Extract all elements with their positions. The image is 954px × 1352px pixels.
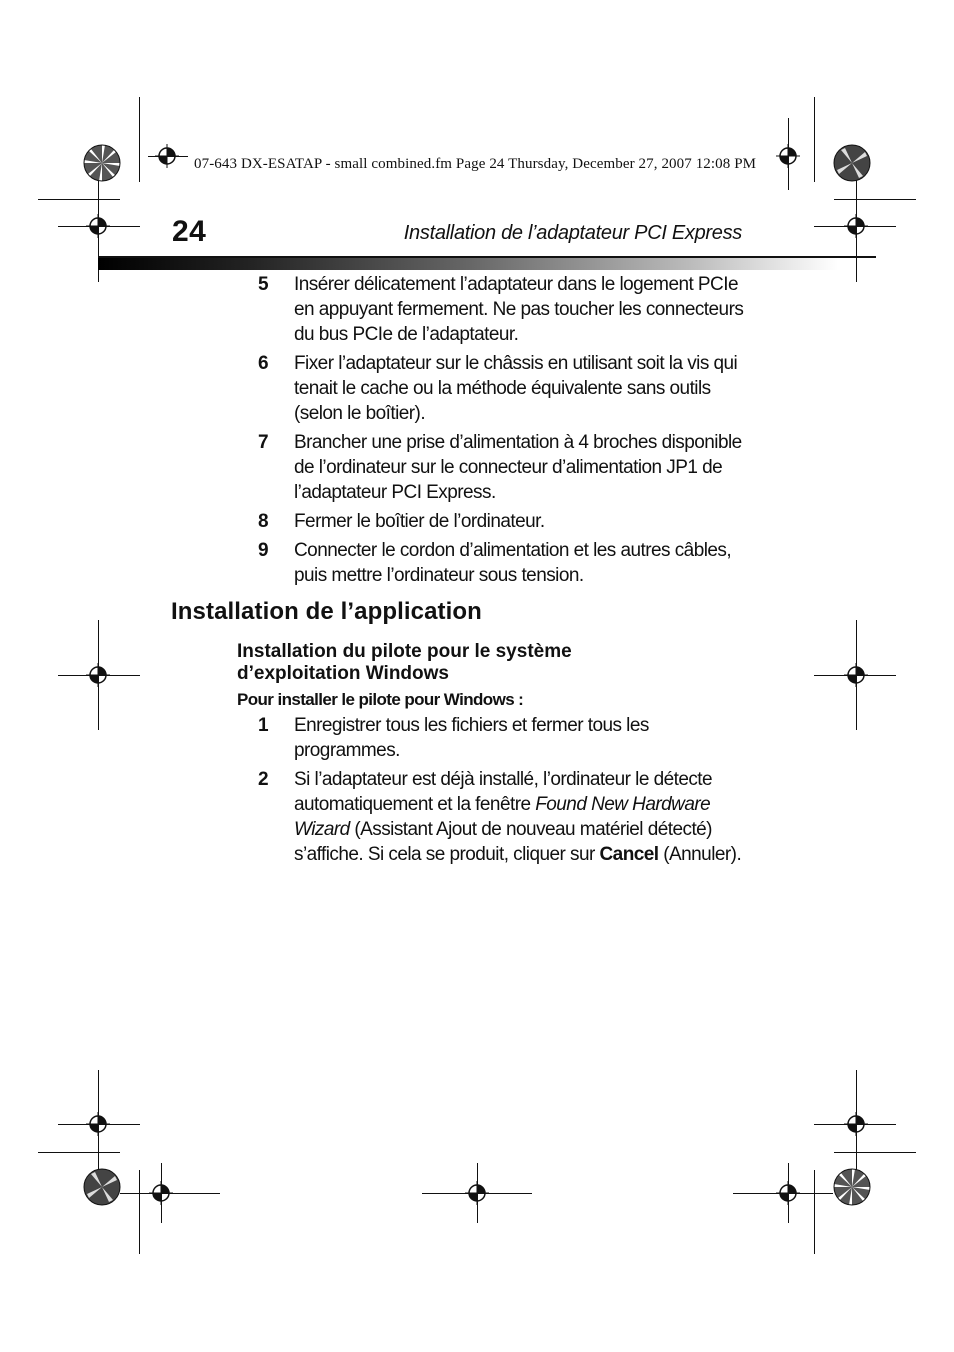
step-text: Enregistrer tous les fichiers et fermer tous les programmes. [294, 715, 649, 761]
step-number: 2 [258, 769, 269, 790]
header-rule [98, 256, 838, 270]
step-text: Si l’adaptateur est déjà installé, l’ordinateur le détecte automatiquement et la fenêtre [294, 769, 713, 815]
registration-target-icon [465, 1181, 489, 1205]
step-item [258, 767, 758, 867]
starburst-target-icon [833, 144, 871, 182]
registration-target-icon [86, 1112, 110, 1136]
step-text: (Annuler). [658, 844, 742, 865]
step-text: (Assistant Ajout de nouveau matériel détecté) s’affiche. Si cela se produit, cliquer sur [294, 819, 712, 865]
step-list [258, 713, 758, 871]
header-rule-line [98, 256, 876, 258]
crop-line [38, 1152, 120, 1153]
step-number: 9 [258, 540, 269, 561]
subsection-heading: Installation du pilote pour le système d’exploitation Windows [237, 641, 572, 684]
starburst-target-icon [833, 1168, 871, 1206]
procedure-lead: Pour installer le pilote pour Windows : [237, 690, 524, 709]
registration-target-icon [776, 144, 800, 168]
step-text: Insérer délicatement l’adaptateur dans le logement PCIe en appuyant fermement. Ne pas toucher les connecteurs du bus PCIe de l’adaptateur. [294, 274, 744, 345]
registration-target-icon [86, 214, 110, 238]
page-number: 24 [172, 215, 207, 248]
registration-target-icon [155, 144, 179, 168]
crop-line [814, 1170, 815, 1254]
step-item [258, 538, 758, 588]
step-item [258, 430, 758, 505]
ui-button-name: Cancel [599, 844, 659, 865]
crop-line [139, 1170, 140, 1254]
registration-target-icon [844, 663, 868, 687]
registration-target-icon [776, 1181, 800, 1205]
crop-line [834, 199, 916, 200]
section-heading: Installation de l’application [171, 598, 482, 625]
step-item [258, 351, 758, 426]
step-number: 5 [258, 274, 269, 295]
step-item [258, 713, 758, 763]
step-number: 7 [258, 432, 269, 453]
registration-target-icon [844, 214, 868, 238]
step-item [258, 272, 758, 347]
starburst-target-icon [83, 1168, 121, 1206]
step-item [258, 509, 758, 534]
crop-line [139, 97, 140, 182]
print-slug: 07-643 DX-ESATAP - small combined.fm Page 24 Thursday, December 27, 2007 12:08 PM [194, 156, 757, 172]
step-text: Fixer l’adaptateur sur le châssis en utilisant soit la vis qui tenait le cache ou la méthode équivalente sans outils (selon le boîtier). [294, 353, 738, 424]
step-number: 8 [258, 511, 269, 532]
registration-target-icon [149, 1181, 173, 1205]
registration-target-icon [86, 663, 110, 687]
step-list [258, 272, 758, 592]
step-text: Fermer le boîtier de l’ordinateur. [294, 511, 545, 532]
running-title: Installation de l’adaptateur PCI Express [403, 222, 742, 244]
crop-line [834, 1152, 916, 1153]
step-number: 6 [258, 353, 269, 374]
crop-line [814, 97, 815, 182]
crop-line [38, 199, 120, 200]
step-text: Connecter le cordon d’alimentation et les autres câbles, puis mettre l’ordinateur sous tension. [294, 540, 732, 586]
step-text: Brancher une prise d’alimentation à 4 broches disponible de l’ordinateur sur le connecteur d’alimentation JP1 de l’adaptateur PCI Express. [294, 432, 742, 503]
starburst-target-icon [83, 144, 121, 182]
step-number: 1 [258, 715, 269, 736]
registration-target-icon [844, 1112, 868, 1136]
ui-window-name: Found New Hardware Wizard [294, 794, 711, 840]
